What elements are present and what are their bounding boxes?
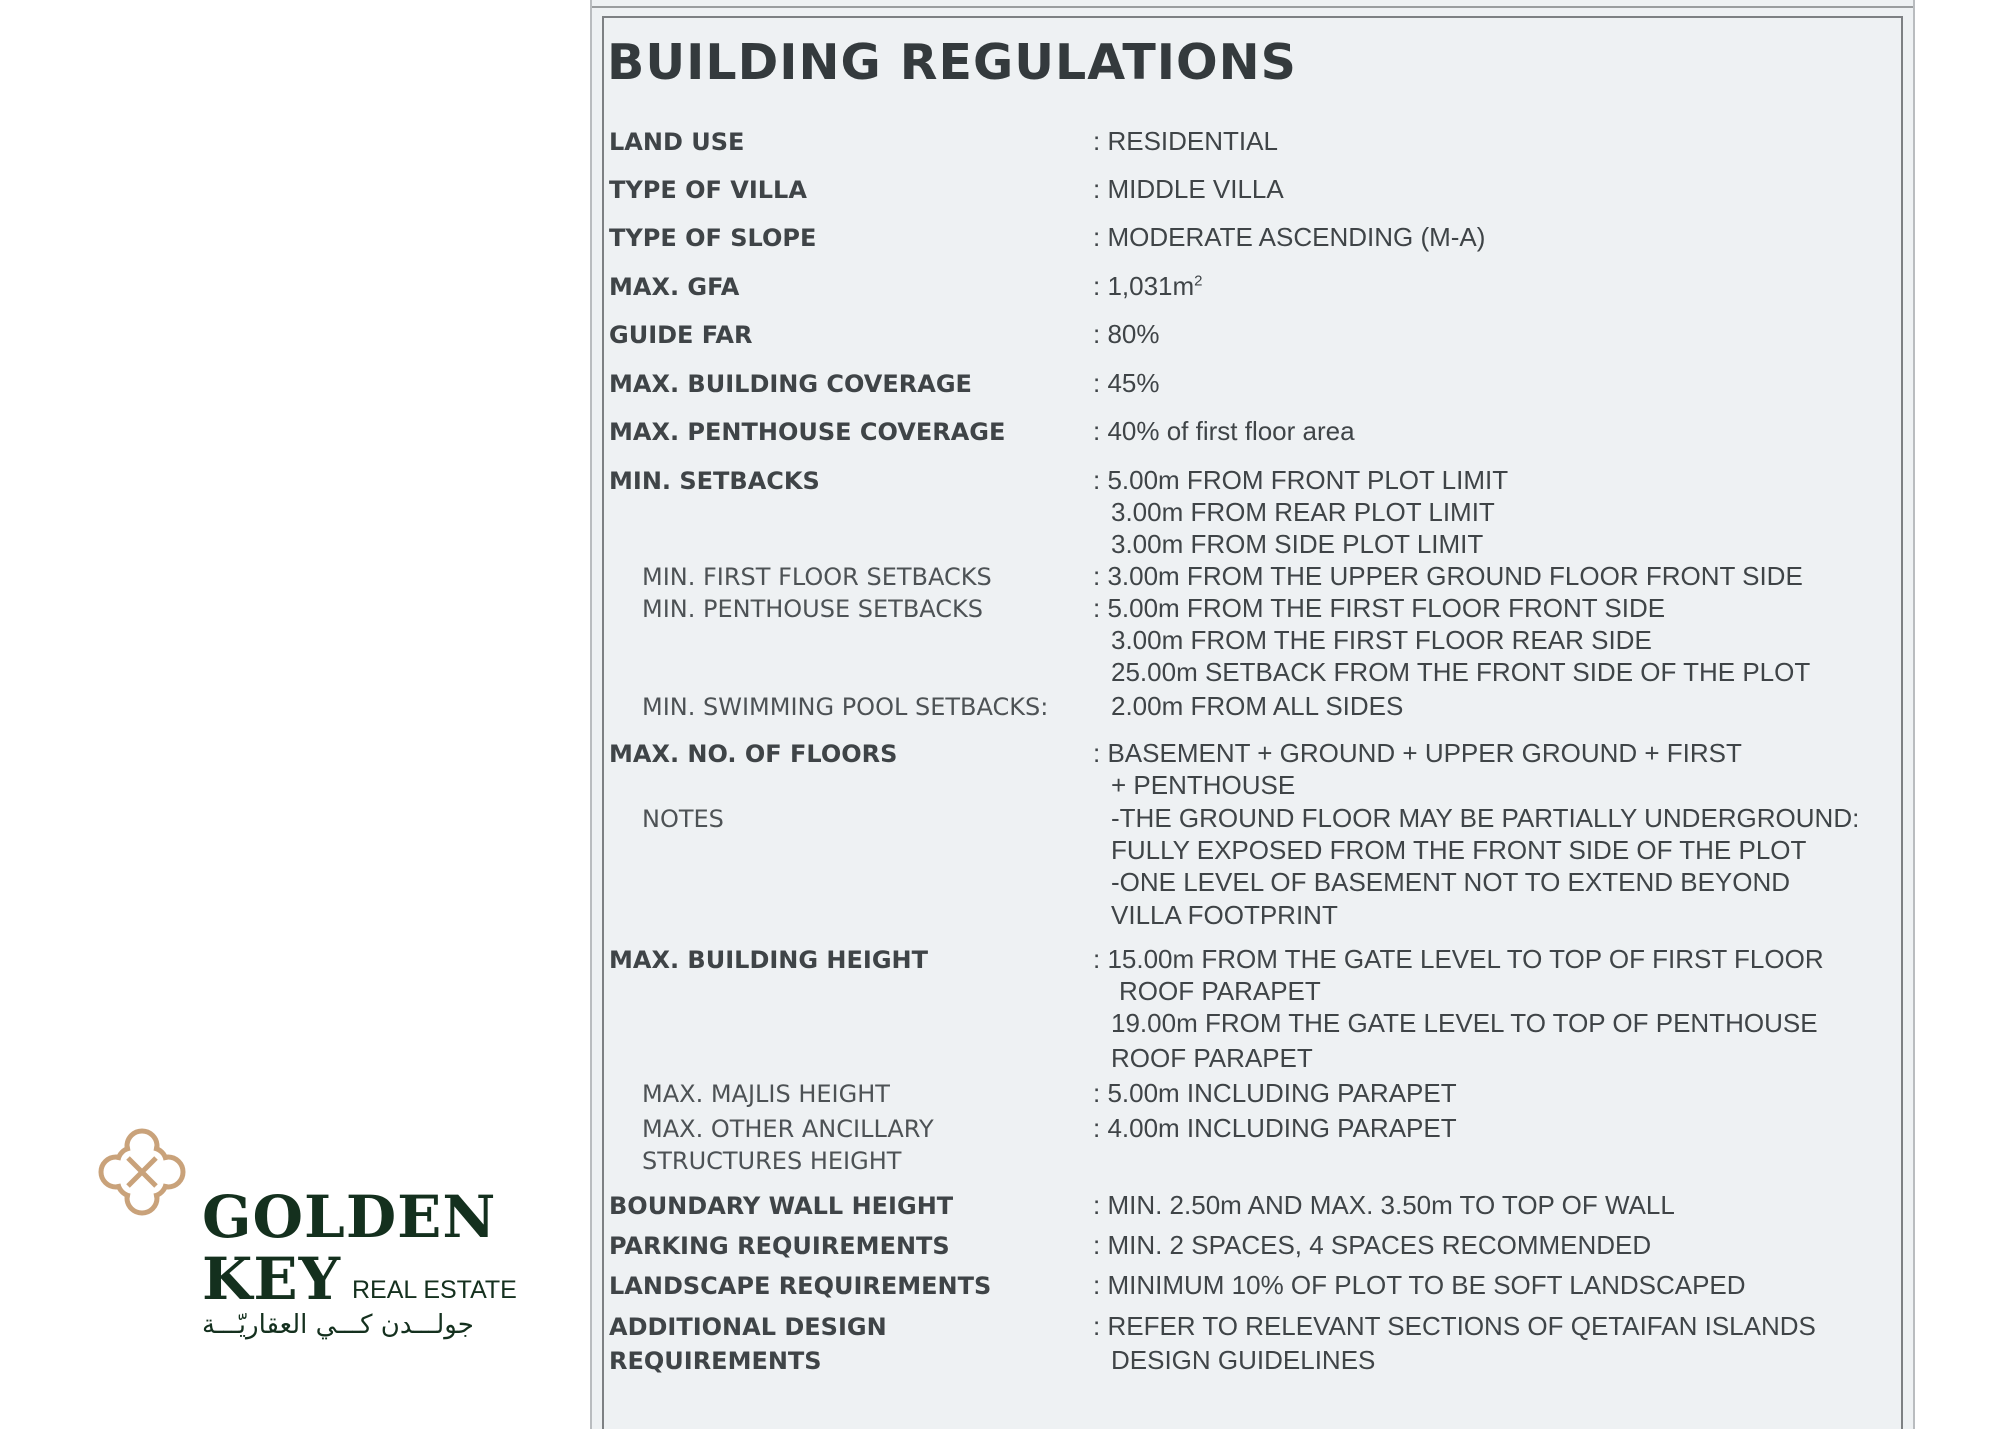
value-min-setbacks-front: : 5.00m FROM FRONT PLOT LIMIT	[1093, 465, 1509, 495]
label-guide-far: GUIDE FAR	[609, 321, 753, 349]
golden-key-logo-icon	[94, 1124, 190, 1220]
label-max-gfa: MAX. GFA	[609, 273, 740, 301]
value-parking-requirements: : MIN. 2 SPACES, 4 SPACES RECOMMENDED	[1093, 1230, 1652, 1260]
logo-key-text: KEY	[202, 1245, 342, 1313]
label-landscape-requirements: LANDSCAPE REQUIREMENTS	[609, 1272, 992, 1300]
label-land-use: LAND USE	[609, 128, 745, 156]
value-min-penthouse-setbacks-front: : 5.00m FROM THE FIRST FLOOR FRONT SIDE	[1093, 593, 1666, 623]
value-max-building-coverage: : 45%	[1093, 368, 1160, 398]
label-max-other-ancillary: MAX. OTHER ANCILLARY	[642, 1115, 934, 1143]
value-notes-3: -ONE LEVEL OF BASEMENT NOT TO EXTEND BEYOND	[1111, 867, 1791, 897]
label-additional-design-requirements: REQUIREMENTS	[609, 1347, 822, 1375]
label-min-penthouse-setbacks: MIN. PENTHOUSE SETBACKS	[642, 595, 984, 623]
value-min-penthouse-setbacks-plot: 25.00m SETBACK FROM THE FRONT SIDE OF THE PLOT	[1111, 657, 1811, 687]
value-type-of-villa: : MIDDLE VILLA	[1093, 174, 1284, 204]
scan-top-edge	[592, 6, 1913, 8]
value-max-building-height-1: : 15.00m FROM THE GATE LEVEL TO TOP OF FIRST FLOOR	[1093, 944, 1824, 974]
value-notes-2: FULLY EXPOSED FROM THE FRONT SIDE OF THE PLOT	[1111, 835, 1807, 865]
value-max-gfa: : $1,031m^2$	[1093, 271, 1203, 301]
label-boundary-wall-height: BOUNDARY WALL HEIGHT	[609, 1192, 954, 1220]
label-max-penthouse-coverage: MAX. PENTHOUSE COVERAGE	[609, 418, 1006, 446]
value-max-majlis-height: : 5.00m INCLUDING PARAPET	[1093, 1078, 1457, 1108]
value-type-of-slope: : MODERATE ASCENDING (M-A)	[1093, 222, 1486, 252]
value-notes-4: VILLA FOOTPRINT	[1111, 900, 1338, 930]
label-min-first-floor-setbacks: MIN. FIRST FLOOR SETBACKS	[642, 563, 992, 591]
value-additional-design-1: : REFER TO RELEVANT SECTIONS OF QETAIFAN ISLANDS	[1093, 1311, 1816, 1341]
label-min-swimming-pool-setbacks: MIN. SWIMMING POOL SETBACKS:	[642, 693, 1049, 721]
label-type-of-villa: TYPE OF VILLA	[609, 176, 807, 204]
value-min-swimming-pool-setbacks: 2.00m FROM ALL SIDES	[1111, 691, 1404, 721]
value-max-building-height-3: 19.00m FROM THE GATE LEVEL TO TOP OF PENTHOUSE	[1111, 1008, 1818, 1038]
label-min-setbacks: MIN. SETBACKS	[609, 467, 820, 495]
value-land-use: : RESIDENTIAL	[1093, 126, 1278, 156]
value-max-building-height-4: ROOF PARAPET	[1111, 1043, 1313, 1073]
value-max-no-of-floors: : BASEMENT + GROUND + UPPER GROUND + FIRST	[1093, 738, 1742, 768]
value-landscape-requirements: : MINIMUM 10% OF PLOT TO BE SOFT LANDSCAPED	[1093, 1270, 1746, 1300]
logo-real-estate-text: REAL ESTATE	[352, 1276, 517, 1304]
label-max-no-of-floors: MAX. NO. OF FLOORS	[609, 740, 898, 768]
value-max-other-ancillary: : 4.00m INCLUDING PARAPET	[1093, 1113, 1457, 1143]
label-type-of-slope: TYPE OF SLOPE	[609, 224, 817, 252]
value-additional-design-2: DESIGN GUIDELINES	[1111, 1345, 1376, 1375]
value-min-penthouse-setbacks-rear: 3.00m FROM THE FIRST FLOOR REAR SIDE	[1111, 625, 1652, 655]
label-notes: NOTES	[642, 805, 724, 833]
label-structures-height: STRUCTURES HEIGHT	[642, 1147, 902, 1175]
label-parking-requirements: PARKING REQUIREMENTS	[609, 1232, 950, 1260]
label-max-majlis-height: MAX. MAJLIS HEIGHT	[642, 1080, 890, 1108]
label-additional-design: ADDITIONAL DESIGN	[609, 1313, 887, 1341]
value-boundary-wall-height: : MIN. 2.50m AND MAX. 3.50m TO TOP OF WALL	[1093, 1190, 1675, 1220]
logo-arabic-text: جولـــدن كـــي العقاريّـــة	[202, 1310, 474, 1340]
value-min-setbacks-side: 3.00m FROM SIDE PLOT LIMIT	[1111, 529, 1484, 559]
value-notes-1: -THE GROUND FLOOR MAY BE PARTIALLY UNDERGROUND:	[1111, 803, 1860, 833]
page-title: BUILDING REGULATIONS	[607, 34, 1297, 91]
label-max-building-height: MAX. BUILDING HEIGHT	[609, 946, 928, 974]
value-max-no-of-floors-cont: + PENTHOUSE	[1111, 770, 1296, 800]
value-max-penthouse-coverage: : 40% of first floor area	[1093, 416, 1355, 446]
value-min-first-floor-setbacks: : 3.00m FROM THE UPPER GROUND FLOOR FRONT SIDE	[1093, 561, 1803, 591]
value-min-setbacks-rear: 3.00m FROM REAR PLOT LIMIT	[1111, 497, 1495, 527]
logo-golden-text: GOLDEN	[202, 1183, 497, 1251]
value-max-building-height-2: ROOF PARAPET	[1119, 976, 1321, 1006]
label-max-building-coverage: MAX. BUILDING COVERAGE	[609, 370, 972, 398]
value-guide-far: : 80%	[1093, 319, 1160, 349]
